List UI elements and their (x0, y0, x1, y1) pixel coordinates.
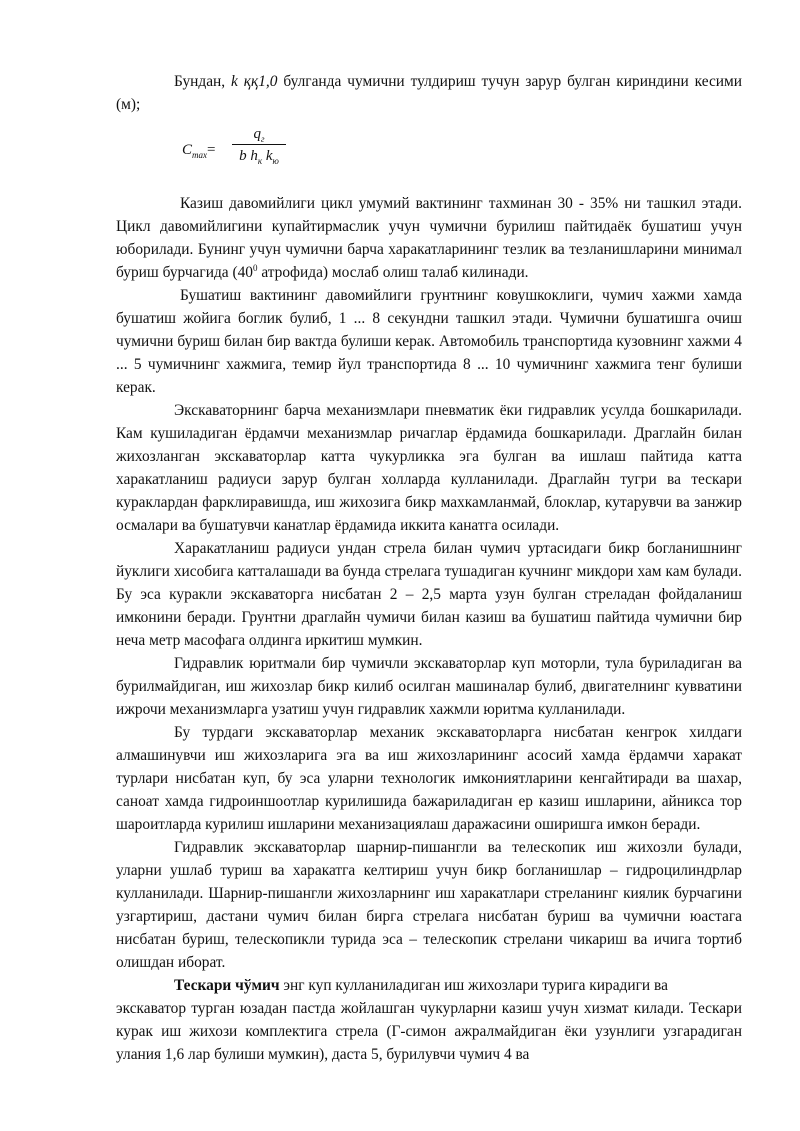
condition-expression: k ққ1,0 (231, 73, 278, 90)
paragraph-8-continued: экскаватор турган юзадан пастда жойлашган чукурларни казиш учун хизмат килади. Тескари курак иш жихози комплектига стрела (Г-симон ажралмайдиган ёки узунлиги узгарадиган улания 1,6 лар булиши мумкин), даста 5, бурилувчи чумич 4 ва (116, 1000, 742, 1063)
paragraph-5: Гидравлик юритмали бир чумичли экскаваторлар куп моторли, тула буриладиган ва бурилмайдиган, иш жихозлар бикр килиб осилган машиналар булиб, двигателнинг кувватини ижрочи механизмларга узатиш учун гидравлик хажмли юритма кулланилади. (116, 655, 742, 718)
intro-text: Бундан, (174, 73, 232, 90)
formula-block (116, 116, 742, 192)
paragraph-2: Бушатиш вактининг давомийлиги грунтнинг ковушкоклиги, чумич хажми хамда бушатиш жойига боглик булиб, 1 ... 8 секундни ташкил этади. Чумични бушатишга очиш чумични буриш билан бир вактда булиши керак. Автомобиль транспортида кузовнинг хажми 4 ... 5 чумичнинг хажмига, темир йул транспортида 8 ... 10 чумичнинг хажмига тенг булиши керак. (116, 287, 742, 396)
intro-text-end: булганда чумични тулдириш тучун зарур булган кириндини кесими (м); (116, 73, 742, 113)
paragraph-6: Бу турдаги экскаваторлар механик экскаваторларга нисбатан кенгрок хилдаги алмашинувчи иш жихозларига эга ва иш жихозларининг асосий хамда ёрдамчи харакат турлари нисбатан куп, бу эса уларни технологик имкониятларини кенгайтиради ва шахар, саноат хамда гидроиншоотлар курилишида бажариладиган ер казиш ишларини, айникса тор шароитларда курилиш ишларини механизациялаш даражасини оширишга имкон беради. (116, 724, 742, 833)
paragraph-7: Гидравлик экскаваторлар шарнир-пишангли ва телескопик иш жихозли булади, уларни ушлаб туриш ва харакатга келтириш учун бикр богланишлар – гидроцилиндрлар кулланилади. Шарнир-пишангли жихозларнинг иш харакатлари стреланинг киялик бурчагини узгартириш, дастани чумич билан бирга стрелага нисбатан буриш ва чумични юастага нисбатан буриш, телескопикли турида эса – телескопик стрелани чикариш ва ичига тортиб олишдан иборат. (116, 839, 742, 971)
paragraph-3: Экскаваторнинг барча механизмлари пневматик ёки гидравлик усулда бошкарилади. Кам кушиладиган ёрдамчи механизмлар ричаглар ёрдамида бошкарилади. Драглайн билан жихозланган экскаваторлар катта чукурликка эга булган ва ишлаш пайтида катта харакатланиш радиуси зарур булган холларда кулланилади. Драглайн тугри ва тескари кураклардан фарклиравишда, иш жихозига бикр махкамланмай, блоклар, кутарувчи ва занжир осмалари ва бушатувчи канатлар ёрдамида иккита канатга осилади. (116, 402, 742, 534)
intro-paragraph (116, 70, 742, 116)
formula-lhs: $C_{max}=$ (182, 142, 216, 160)
formula-numerator: $q_г$ (253, 126, 265, 144)
paragraph-4: Харакатланиш радиуси ундан стрела билан чумич уртасидаги бикр богланишнинг йуклиги хисобига катталашади ва бунда стрелага тушадиган кучнинг микдори хам кам булади. Бу эса куракли экскаваторга нисбатан 2 – 2,5 марта узун булган стреладан фойдаланиш имконини беради. Грунтни драглайн чумичи билан казиш ва бушатиш пайтида чумични бир неча метр масофага олдинга иркитиш мумкин. (116, 540, 742, 649)
paragraph-1: Казиш давомийлиги цикл умумий вактининг тахминан 30 - 35% ни ташкил этади. Цикл давомийлигини купайтирмаслик учун чумични бурилиш пайтидаёк бушатиш учун юборилади. Бунинг учун чумични барча харакатларининг тезлик ва тезланишларини минимал буриш бурчагида ($40^0$ атрофида) мослаб олиш талаб килинади. (116, 195, 742, 281)
paragraph-8: Тескари чўмич энг куп кулланиладиган иш жихозлари турига кирадиги ва (174, 977, 668, 994)
formula-denominator: b $h_к$ $k_ю$ (239, 148, 279, 166)
formula-fraction (232, 124, 286, 167)
document-page (116, 70, 742, 1066)
term-bold: Тескари чўмич (174, 977, 280, 994)
